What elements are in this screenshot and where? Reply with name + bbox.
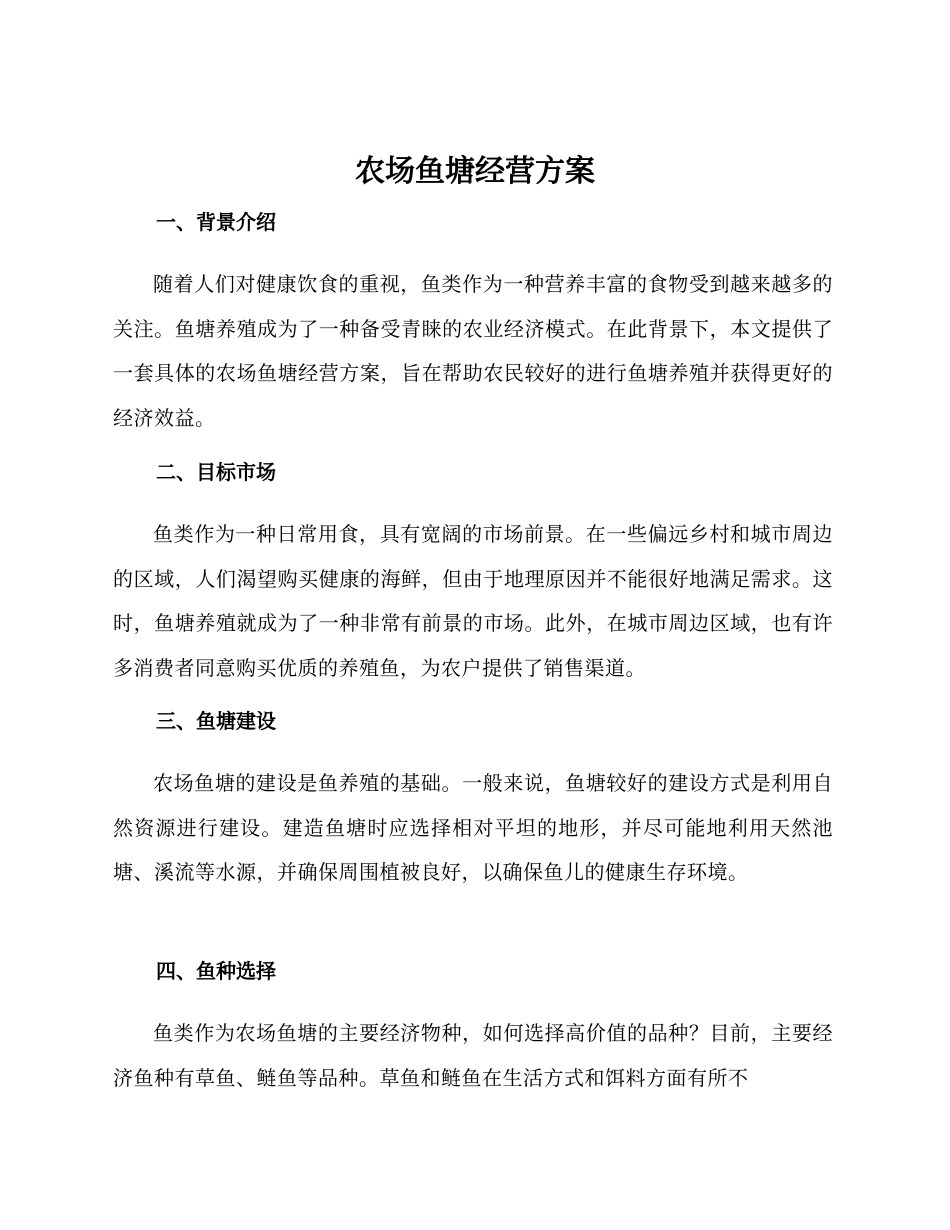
section-heading: 三、鱼塘建设: [156, 709, 276, 733]
section-heading: 四、鱼种选择: [156, 959, 276, 983]
document-title: 农场鱼塘经营方案: [355, 154, 595, 189]
section-fish-selection: [113, 956, 833, 1100]
section-heading: 一、背景介绍: [156, 210, 276, 234]
section-heading: 二、目标市场: [156, 460, 276, 484]
section-background: [113, 207, 833, 440]
section-paragraph: 农场鱼塘的建设是鱼养殖的基础。一般来说，鱼塘较好的建设方式是利用自然资源进行建设。建造鱼塘时应选择相对平坦的地形，并尽可能地利用天然池塘、溪流等水源，并确保周围植被良好，以确保鱼儿的健康生存环境。: [113, 771, 833, 884]
section-pond-construction: [113, 706, 833, 895]
section-paragraph: 随着人们对健康饮食的重视，鱼类作为一种营养丰富的食物受到越来越多的关注。鱼塘养殖成为了一种备受青睐的农业经济模式。在此背景下，本文提供了一套具体的农场鱼塘经营方案，旨在帮助农民较好的进行鱼塘养殖并获得更好的经济效益。: [113, 272, 833, 430]
section-paragraph: 鱼类作为一种日常用食，具有宽阔的市场前景。在一些偏远乡村和城市周边的区域，人们渴望购买健康的海鲜，但由于地理原因并不能很好地满足需求。这时，鱼塘养殖就成为了一种非常有前景的市场。此外，在城市周边区域，也有许多消费者同意购买优质的养殖鱼，为农户提供了销售渠道。: [113, 522, 833, 680]
section-paragraph: 鱼类作为农场鱼塘的主要经济物种，如何选择高价值的品种？目前，主要经济鱼种有草鱼、鲢鱼等品种。草鱼和鲢鱼在生活方式和饵料方面有所不: [113, 1021, 833, 1090]
section-target-market: [113, 457, 833, 690]
